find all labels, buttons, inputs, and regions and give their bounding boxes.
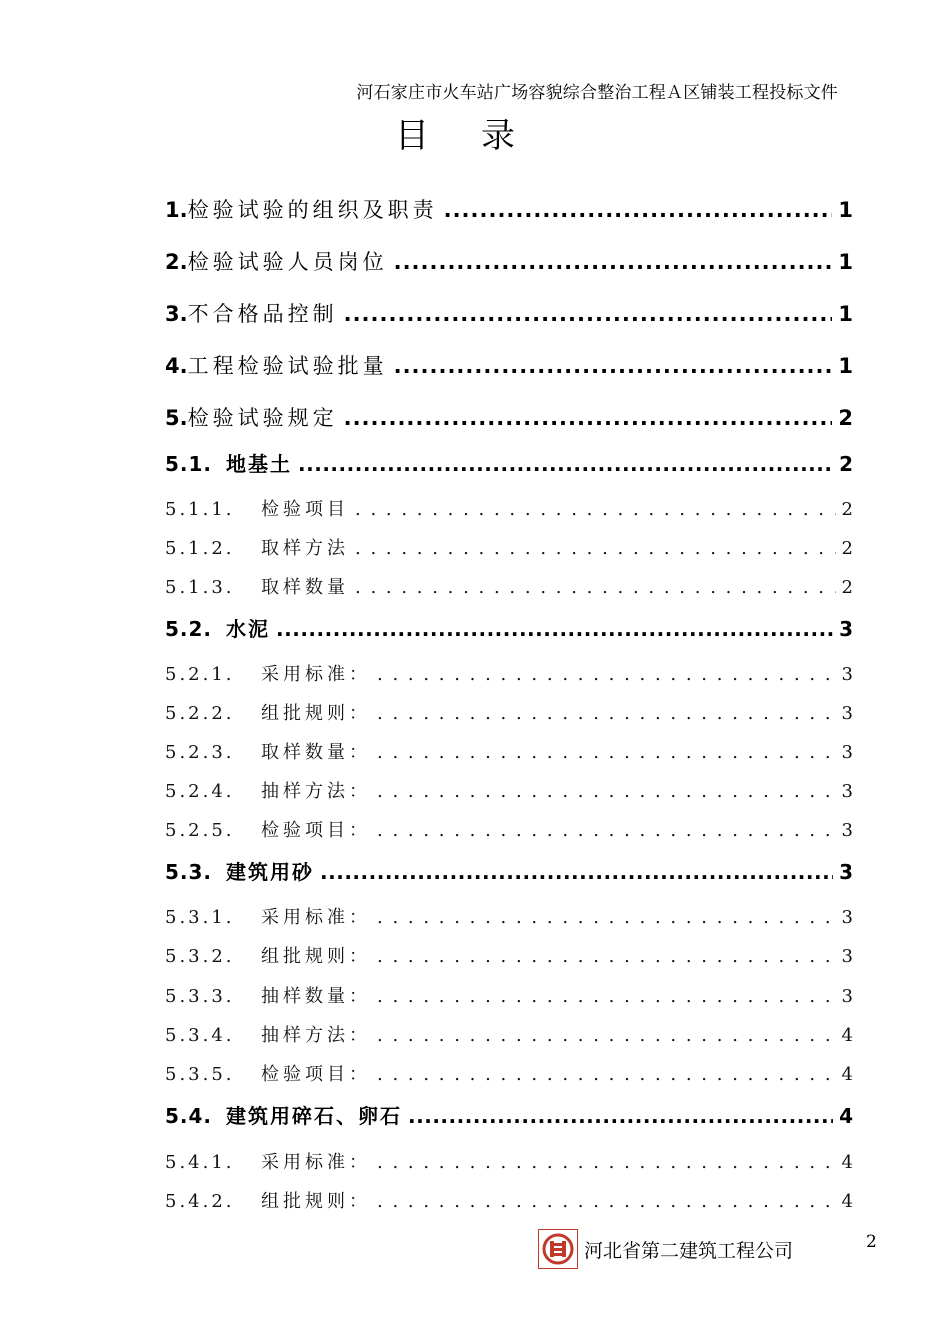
page-number: 2 bbox=[866, 1232, 877, 1252]
toc-entry[interactable] bbox=[165, 777, 853, 803]
toc-entry[interactable] bbox=[165, 942, 853, 968]
toc-entry-title: 取样数量： bbox=[261, 742, 371, 763]
toc-entry-page: 3 bbox=[841, 742, 853, 763]
toc-entry-number: 5.4.2. bbox=[165, 1191, 235, 1212]
toc-entry-page: 2 bbox=[841, 499, 853, 520]
toc-entry-number: 5.2.3. bbox=[165, 742, 235, 763]
toc-entry-number: 5.4. bbox=[165, 1104, 213, 1128]
toc-entry[interactable] bbox=[165, 816, 853, 842]
toc-entry-title: 检验试验规定 bbox=[187, 406, 338, 430]
toc-entry-number: 5.1.3. bbox=[165, 577, 235, 598]
toc-entry-number: 5.4.1. bbox=[165, 1152, 235, 1173]
toc-entry-page: 3 bbox=[841, 781, 853, 802]
toc-entry-title: 检验项目： bbox=[261, 1064, 371, 1085]
toc-entry-page: 3 bbox=[841, 946, 853, 967]
dot-leader bbox=[377, 742, 836, 763]
toc-entry[interactable] bbox=[165, 1148, 853, 1174]
toc-entry[interactable] bbox=[165, 448, 853, 476]
dot-leader bbox=[377, 781, 836, 802]
dot-leader bbox=[377, 1025, 836, 1046]
toc-entry[interactable] bbox=[165, 194, 853, 224]
toc-entry-title: 抽样数量： bbox=[261, 986, 371, 1007]
toc-entry-title: 工程检验试验批量 bbox=[187, 354, 388, 378]
toc-entry-number: 5.2.5. bbox=[165, 820, 235, 841]
dot-leader bbox=[377, 703, 836, 724]
toc-entry[interactable] bbox=[165, 903, 853, 929]
toc-entry-title: 检验试验的组织及职责 bbox=[187, 198, 438, 222]
toc-entry-title: 组批规则： bbox=[261, 946, 371, 967]
toc-entry-number: 5.3.4. bbox=[165, 1025, 235, 1046]
toc-entry[interactable] bbox=[165, 495, 853, 521]
toc-entry-number: 5.2. bbox=[165, 617, 213, 641]
toc-entry-number: 5.3.5. bbox=[165, 1064, 235, 1085]
toc-entry[interactable] bbox=[165, 856, 853, 884]
company-name: 河北省第二建筑工程公司 bbox=[584, 1239, 794, 1262]
toc-entry-title: 取样数量 bbox=[261, 577, 349, 598]
toc-entry-title: 抽样方法： bbox=[261, 781, 371, 802]
toc-entry-page: 1 bbox=[838, 198, 853, 222]
toc-entry[interactable] bbox=[165, 1187, 853, 1213]
toc-entry-title: 抽样方法： bbox=[261, 1025, 371, 1046]
toc-entry-page: 3 bbox=[841, 820, 853, 841]
document-header: 河石家庄市火车站广场容貌综合整治工程Ａ区铺装工程投标文件 bbox=[356, 83, 838, 103]
dot-leader bbox=[344, 406, 833, 430]
dot-leader bbox=[320, 860, 833, 884]
dot-leader bbox=[377, 907, 836, 928]
toc-entry-number: 1. bbox=[165, 198, 188, 222]
toc-entry-page: 1 bbox=[838, 354, 853, 378]
toc-entry-page: 1 bbox=[838, 302, 853, 326]
toc-entry-title: 检验试验人员岗位 bbox=[187, 250, 388, 274]
toc-entry-number: 5.3.1. bbox=[165, 907, 235, 928]
toc-entry[interactable] bbox=[165, 738, 853, 764]
toc-entry-title: 采用标准： bbox=[261, 664, 371, 685]
toc-entry[interactable] bbox=[165, 1060, 853, 1086]
toc-entry-title: 取样方法 bbox=[261, 538, 349, 559]
toc-entry[interactable] bbox=[165, 534, 853, 560]
toc-entry-title: 地基土 bbox=[226, 452, 293, 476]
toc-entry-title: 采用标准： bbox=[261, 907, 371, 928]
dot-leader bbox=[298, 452, 833, 476]
toc-entry-number: 5.2.4. bbox=[165, 781, 235, 802]
toc-entry-number: 4. bbox=[165, 354, 188, 378]
dot-leader bbox=[377, 1152, 836, 1173]
toc-entry[interactable] bbox=[165, 699, 853, 725]
toc-entry[interactable] bbox=[165, 982, 853, 1008]
toc-entry-page: 3 bbox=[839, 860, 853, 884]
toc-entry-number: 2. bbox=[165, 250, 188, 274]
toc-entry-page: 1 bbox=[838, 250, 853, 274]
toc-entry-number: 3. bbox=[165, 302, 188, 326]
dot-leader bbox=[408, 1104, 833, 1128]
toc-entry[interactable] bbox=[165, 613, 853, 641]
toc-entry-number: 5.3.2. bbox=[165, 946, 235, 967]
toc-entry-page: 2 bbox=[838, 406, 853, 430]
dot-leader bbox=[355, 538, 836, 559]
toc-entry[interactable] bbox=[165, 660, 853, 686]
toc-entry[interactable] bbox=[165, 1021, 853, 1047]
page-title: 目录 bbox=[395, 116, 567, 156]
toc-entry[interactable] bbox=[165, 350, 853, 380]
toc-entry-number: 5.2.2. bbox=[165, 703, 235, 724]
toc-entry[interactable] bbox=[165, 298, 853, 328]
company-logo-icon bbox=[538, 1229, 578, 1269]
toc-entry-page: 2 bbox=[839, 452, 853, 476]
document-footer bbox=[538, 1228, 793, 1270]
dot-leader bbox=[377, 1064, 836, 1085]
toc-entry-number: 5.1.2. bbox=[165, 538, 235, 559]
toc-entry-number: 5.1. bbox=[165, 452, 213, 476]
toc-entry[interactable] bbox=[165, 246, 853, 276]
toc-entry-page: 3 bbox=[841, 986, 853, 1007]
dot-leader bbox=[394, 250, 833, 274]
toc-entry-page: 3 bbox=[841, 703, 853, 724]
toc-entry-title: 建筑用砂 bbox=[226, 860, 315, 884]
dot-leader bbox=[377, 820, 836, 841]
dot-leader bbox=[355, 499, 836, 520]
dot-leader bbox=[377, 986, 836, 1007]
toc-entry-page: 2 bbox=[841, 577, 853, 598]
toc-entry-page: 4 bbox=[841, 1025, 853, 1046]
toc-entry-number: 5. bbox=[165, 406, 188, 430]
toc-entry-page: 4 bbox=[841, 1064, 853, 1085]
toc-entry-title: 检验项目 bbox=[261, 499, 349, 520]
dot-leader bbox=[444, 198, 833, 222]
toc-entry-number: 5.1.1. bbox=[165, 499, 235, 520]
toc-entry-page: 2 bbox=[841, 538, 853, 559]
toc-entry-title: 水泥 bbox=[226, 617, 271, 641]
toc-entry-page: 3 bbox=[839, 617, 853, 641]
toc-entry-title: 组批规则： bbox=[261, 1191, 371, 1212]
dot-leader bbox=[377, 664, 836, 685]
toc-entry-page: 3 bbox=[841, 907, 853, 928]
dot-leader bbox=[377, 1191, 836, 1212]
dot-leader bbox=[377, 946, 836, 967]
toc-entry-title: 建筑用碎石、卵石 bbox=[226, 1104, 403, 1128]
toc-entry[interactable] bbox=[165, 573, 853, 599]
toc-entry-title: 组批规则： bbox=[261, 703, 371, 724]
toc-entry-page: 4 bbox=[839, 1104, 853, 1128]
toc-entry-number: 5.2.1. bbox=[165, 664, 235, 685]
toc-entry-title: 采用标准： bbox=[261, 1152, 371, 1173]
toc-entry-page: 4 bbox=[841, 1191, 853, 1212]
dot-leader bbox=[394, 354, 833, 378]
toc-entry-title: 检验项目： bbox=[261, 820, 371, 841]
toc-entry-page: 3 bbox=[841, 664, 853, 685]
toc-entry-page: 4 bbox=[841, 1152, 853, 1173]
toc-entry[interactable] bbox=[165, 402, 853, 432]
toc-entry[interactable] bbox=[165, 1100, 853, 1128]
dot-leader bbox=[276, 617, 833, 641]
toc-entry-title: 不合格品控制 bbox=[187, 302, 338, 326]
dot-leader bbox=[355, 577, 836, 598]
dot-leader bbox=[344, 302, 833, 326]
toc-entry-number: 5.3.3. bbox=[165, 986, 235, 1007]
toc-entry-number: 5.3. bbox=[165, 860, 213, 884]
